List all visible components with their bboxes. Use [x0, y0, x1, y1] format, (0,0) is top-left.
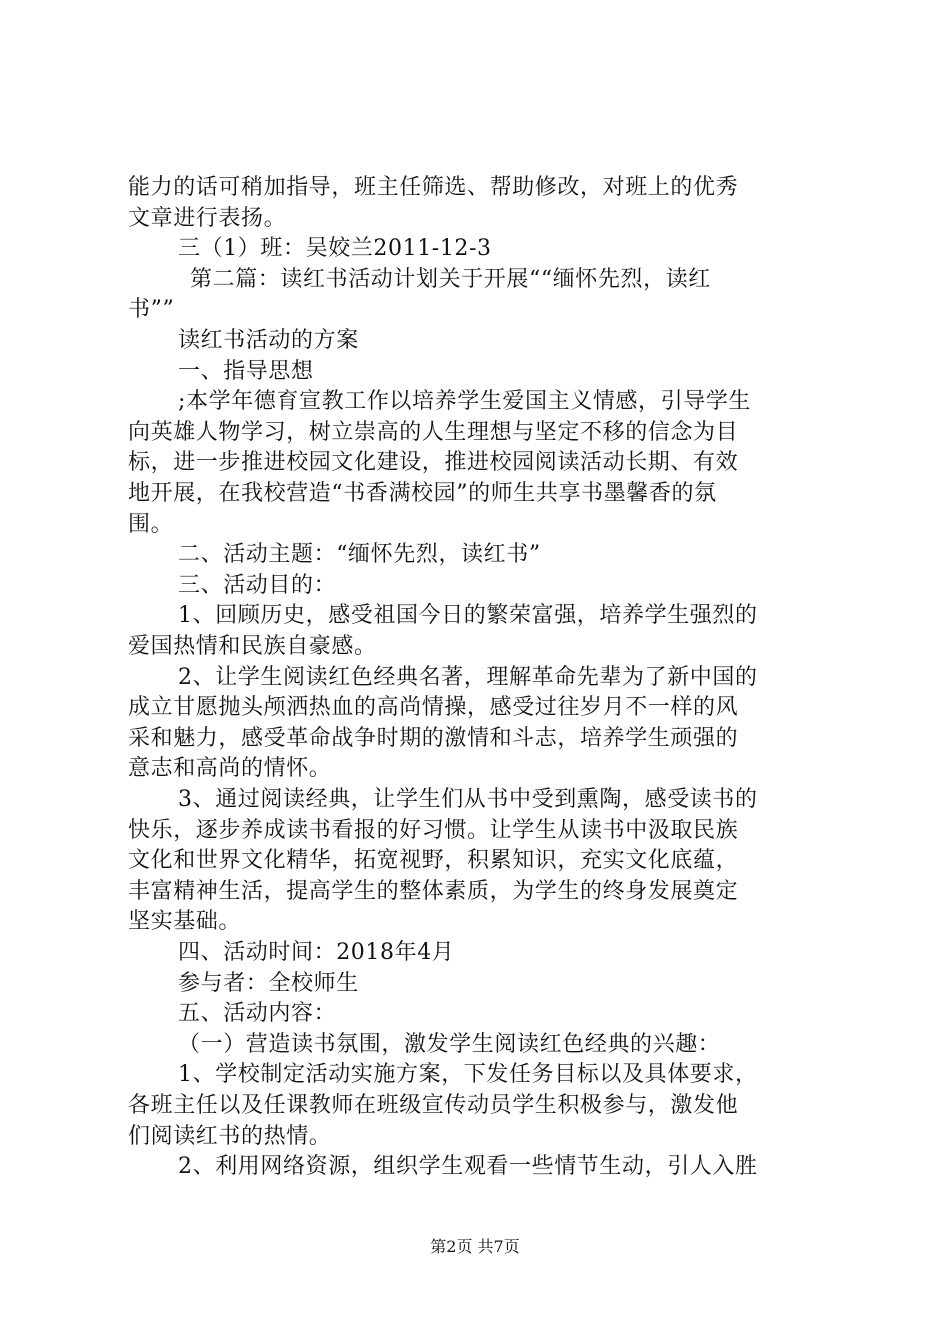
- body-text-line: 爱国热情和民族自豪感。: [128, 634, 377, 659]
- body-text-line: 1、学校制定活动实施方案，下发任务目标以及具体要求，: [178, 1062, 758, 1088]
- body-text-line: 2、利用网络资源，组织学生观看一些情节生动，引人入胜: [178, 1154, 758, 1180]
- body-text-line: 坚实基础。: [128, 909, 242, 935]
- body-text-line: 文化和世界文化精华，拓宽视野，积累知识，充实文化底蕴，: [128, 848, 739, 874]
- body-text-line: 快乐，逐步养成读书看报的好习惯。让学生从读书中汲取民族: [128, 817, 739, 843]
- page-number-footer: 第2页 共7页: [430, 1237, 520, 1256]
- subheading: 四、活动时间：2018年4月: [178, 940, 455, 965]
- body-text-line: 地开展，在我校营造“书香满校园”的师生共享书墨馨香的氛: [128, 481, 717, 506]
- body-text-line: 3、通过阅读经典，让学生们从书中受到熏陶，感受读书的: [178, 787, 758, 812]
- body-text-line: ;本学年德育宣教工作以培养学生爱国主义情感，引导学生: [178, 389, 752, 415]
- body-text-line: 三（1）班：吴姣兰2011-12-3: [178, 236, 492, 262]
- section-heading: 第二篇：读红书活动计划关于开展““缅怀先烈，读红: [190, 266, 711, 292]
- section-heading: 书””: [128, 297, 175, 323]
- body-text-line: 丰富精神生活，提高学生的整体素质，为学生的终身发展奠定: [128, 878, 739, 904]
- body-text-line: 参与者：全校师生: [178, 970, 359, 996]
- subheading: 三、活动目的：: [178, 572, 337, 598]
- body-text-line: 围。: [128, 511, 174, 537]
- body-text-line: 意志和高尚的情怀。: [128, 756, 332, 782]
- body-text-line: 们阅读红书的热情。: [128, 1123, 332, 1149]
- body-text-line: 能力的话可稍加指导，班主任筛选、帮助修改，对班上的优秀: [128, 175, 739, 200]
- body-text-line: 1、回顾历史，感受祖国今日的繁荣富强，培养学生强烈的: [178, 603, 758, 629]
- subheading: 五、活动内容：: [178, 1001, 337, 1027]
- body-text-line: 各班主任以及任课教师在班级宣传动员学生积极参与，激发他: [128, 1093, 739, 1118]
- body-text-line: 文章进行表扬。: [128, 205, 287, 231]
- document-title: 读红书活动的方案: [178, 328, 359, 353]
- subheading: 二、活动主题：“缅怀先烈，读红书”: [178, 542, 541, 568]
- body-text-line: 采和魅力，感受革命战争时期的激情和斗志，培养学生顽强的: [128, 725, 739, 751]
- body-text-line: 标，进一步推进校园文化建设，推进校园阅读活动长期、有效: [128, 450, 739, 476]
- subheading: （一）营造读书氛围，激发学生阅读红色经典的兴趣：: [178, 1031, 721, 1057]
- body-text-line: 向英雄人物学习，树立崇高的人生理想与坚定不移的信念为目: [128, 419, 739, 445]
- body-text-line: 成立甘愿抛头颅洒热血的高尚情操，感受过往岁月不一样的风: [128, 695, 739, 721]
- subheading: 一、指导思想: [178, 358, 314, 384]
- body-text-line: 2、让学生阅读红色经典名著，理解革命先辈为了新中国的: [178, 664, 758, 690]
